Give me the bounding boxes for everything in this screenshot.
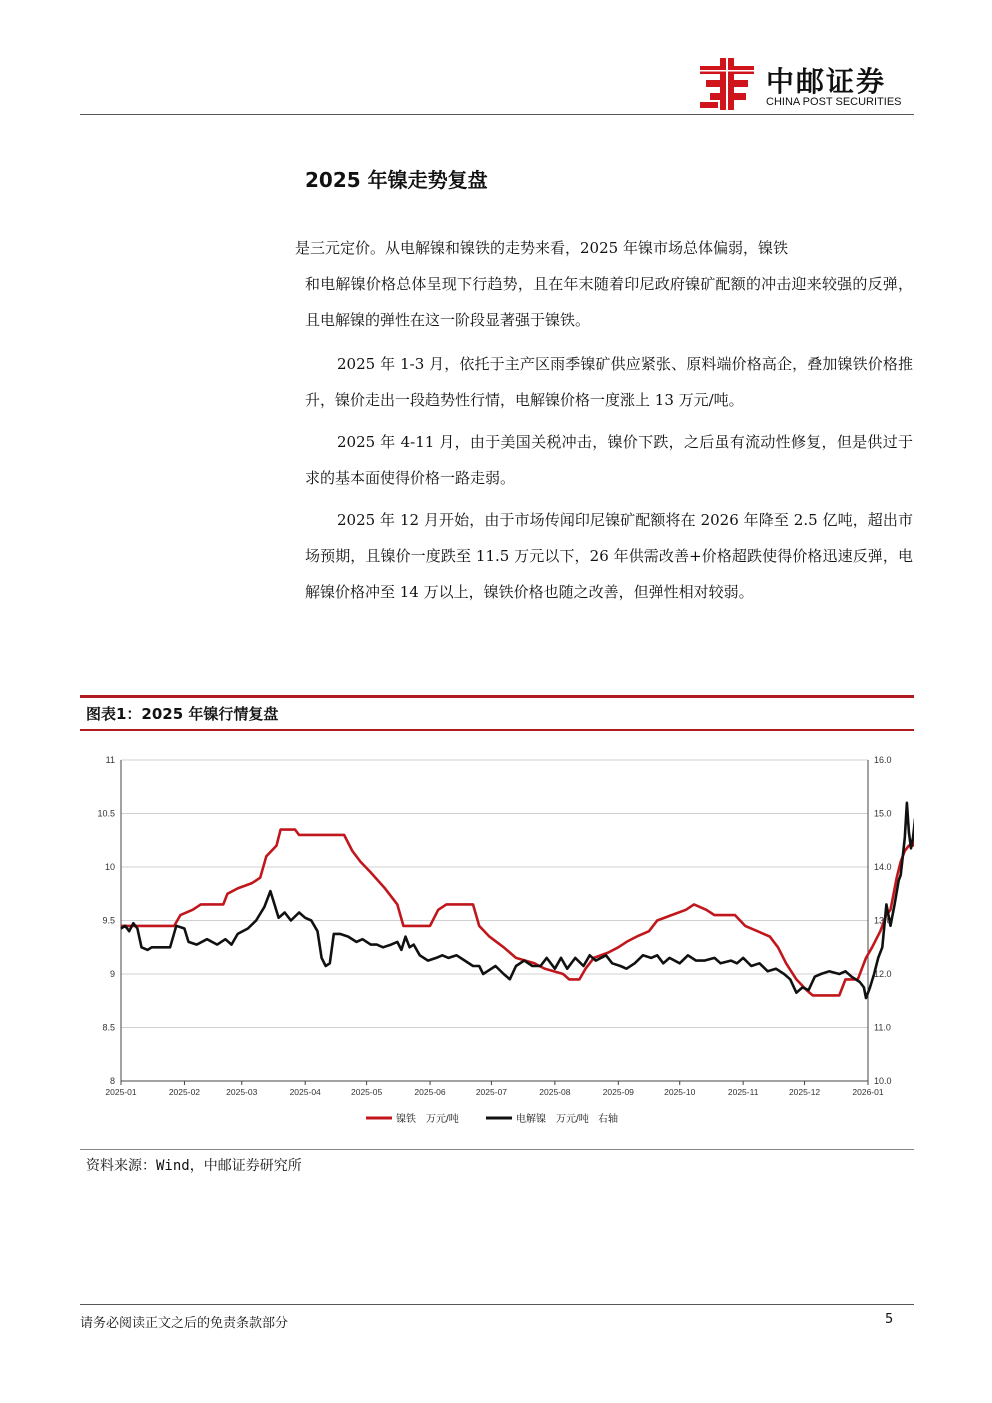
y-right-tick-label: 13.0	[874, 915, 892, 926]
logo-mark-icon	[700, 58, 754, 110]
x-tick-label: 2025-01	[105, 1087, 137, 1097]
y-left-tick-label: 11	[105, 755, 115, 765]
legend-axis-note: 右轴	[598, 1114, 618, 1125]
legend-label: 电解镍 万元/吨	[516, 1114, 589, 1125]
logo-chinese-name: 中邮证券	[766, 65, 887, 98]
series-line-electrolytic-nickel	[121, 803, 914, 998]
x-tick-label: 2025-02	[168, 1087, 201, 1097]
legend-label: 镍铁 万元/吨	[396, 1114, 459, 1125]
paragraph-q1: 2025 年 1-3 月，依托于主产区雨季镍矿供应紧张、原料端价格高企，叠加镍铁价格推升，镍价走出一段趋势性行情，电解镍价格一度涨上 13 万元/吨。	[305, 355, 913, 409]
x-tick-label: 2025-10	[664, 1087, 696, 1097]
series-line-nickel-pig-iron	[121, 819, 914, 996]
chart-series	[121, 803, 914, 998]
paragraph-apr-nov: 2025 年 4-11 月，由于美国关税冲击，镍价下跌，之后虽有流动性修复，但是供过于求的基本面使得价格一路走弱。	[305, 433, 913, 487]
x-tick-label: 2025-04	[289, 1087, 321, 1097]
footer-divider	[80, 1304, 914, 1305]
y-left-tick-label: 9	[109, 969, 115, 979]
y-right-tick-label: 11.0	[874, 1022, 891, 1033]
nickel-price-chart	[80, 740, 914, 1140]
x-tick-label: 2025-12	[788, 1087, 821, 1097]
x-tick-label: 2025-08	[539, 1087, 571, 1097]
footer-disclaimer: 请务必阅读正文之后的免责条款部分	[80, 1316, 289, 1331]
x-tick-label: 2025-09	[602, 1087, 634, 1097]
figure-top-rule	[80, 695, 914, 698]
figure-bottom-rule	[80, 1149, 914, 1150]
page-number: 5	[885, 1312, 894, 1327]
y-left-tick-label: 9.5	[102, 915, 115, 926]
figure-title: 图表1：2025 年镍行情复盘	[86, 705, 279, 723]
paragraph-dec: 2025 年 12 月开始，由于市场传闻印尼镍矿配额将在 2026 年降至 2.5 亿吨，超出市场预期，且镍价一度跌至 11.5 万元以下，26 年供需改善+价格超跌使得价格迅速反弹，电解镍价格冲至 14 万以上，镍铁价格也随之改善，但弹性相对较弱。	[305, 511, 913, 601]
x-tick-label: 2025-11	[727, 1087, 759, 1097]
y-right-tick-label: 12.0	[874, 969, 892, 979]
x-tick-label: 2025-07	[475, 1087, 508, 1097]
figure-source: 资料来源：Wind，中邮证券研究所	[86, 1158, 302, 1174]
logo-english-name: CHINA POST SECURITIES	[766, 96, 902, 108]
paragraph-lead-line2: 和电解镍价格总体呈现下行趋势，且在年末随着印尼政府镍矿配额的冲击迎来较强的反弹，且电解镍的弹性在这一阶段显著强于镍铁。	[305, 275, 913, 329]
y-right-tick-label: 14.0	[874, 862, 892, 872]
chart-gridlines	[121, 760, 868, 1081]
y-left-tick-label: 8	[109, 1076, 115, 1086]
y-right-tick-label: 16.0	[874, 755, 892, 765]
company-logo	[700, 58, 920, 110]
header-divider	[80, 114, 914, 115]
y-left-tick-label: 10.5	[97, 808, 115, 819]
y-right-tick-label: 10.0	[874, 1076, 892, 1086]
figure-title-rule	[80, 729, 914, 731]
x-tick-label: 2025-05	[350, 1087, 383, 1097]
x-tick-label: 2025-03	[226, 1087, 258, 1097]
paragraph-lead	[295, 230, 913, 338]
x-tick-label: 2026-01	[852, 1087, 884, 1097]
chart-axes	[97, 755, 891, 1097]
x-tick-label: 2025-06	[414, 1087, 446, 1097]
y-left-tick-label: 10	[104, 862, 115, 872]
section-title: 2025 年镍走势复盘	[305, 168, 488, 192]
chart-legend	[366, 1112, 618, 1125]
y-right-tick-label: 15.0	[874, 808, 892, 819]
paragraph-lead-line1: 是三元定价。从电解镍和镍铁的走势来看，2025 年镍市场总体偏弱，镍铁	[295, 239, 788, 257]
y-left-tick-label: 8.5	[102, 1022, 115, 1033]
